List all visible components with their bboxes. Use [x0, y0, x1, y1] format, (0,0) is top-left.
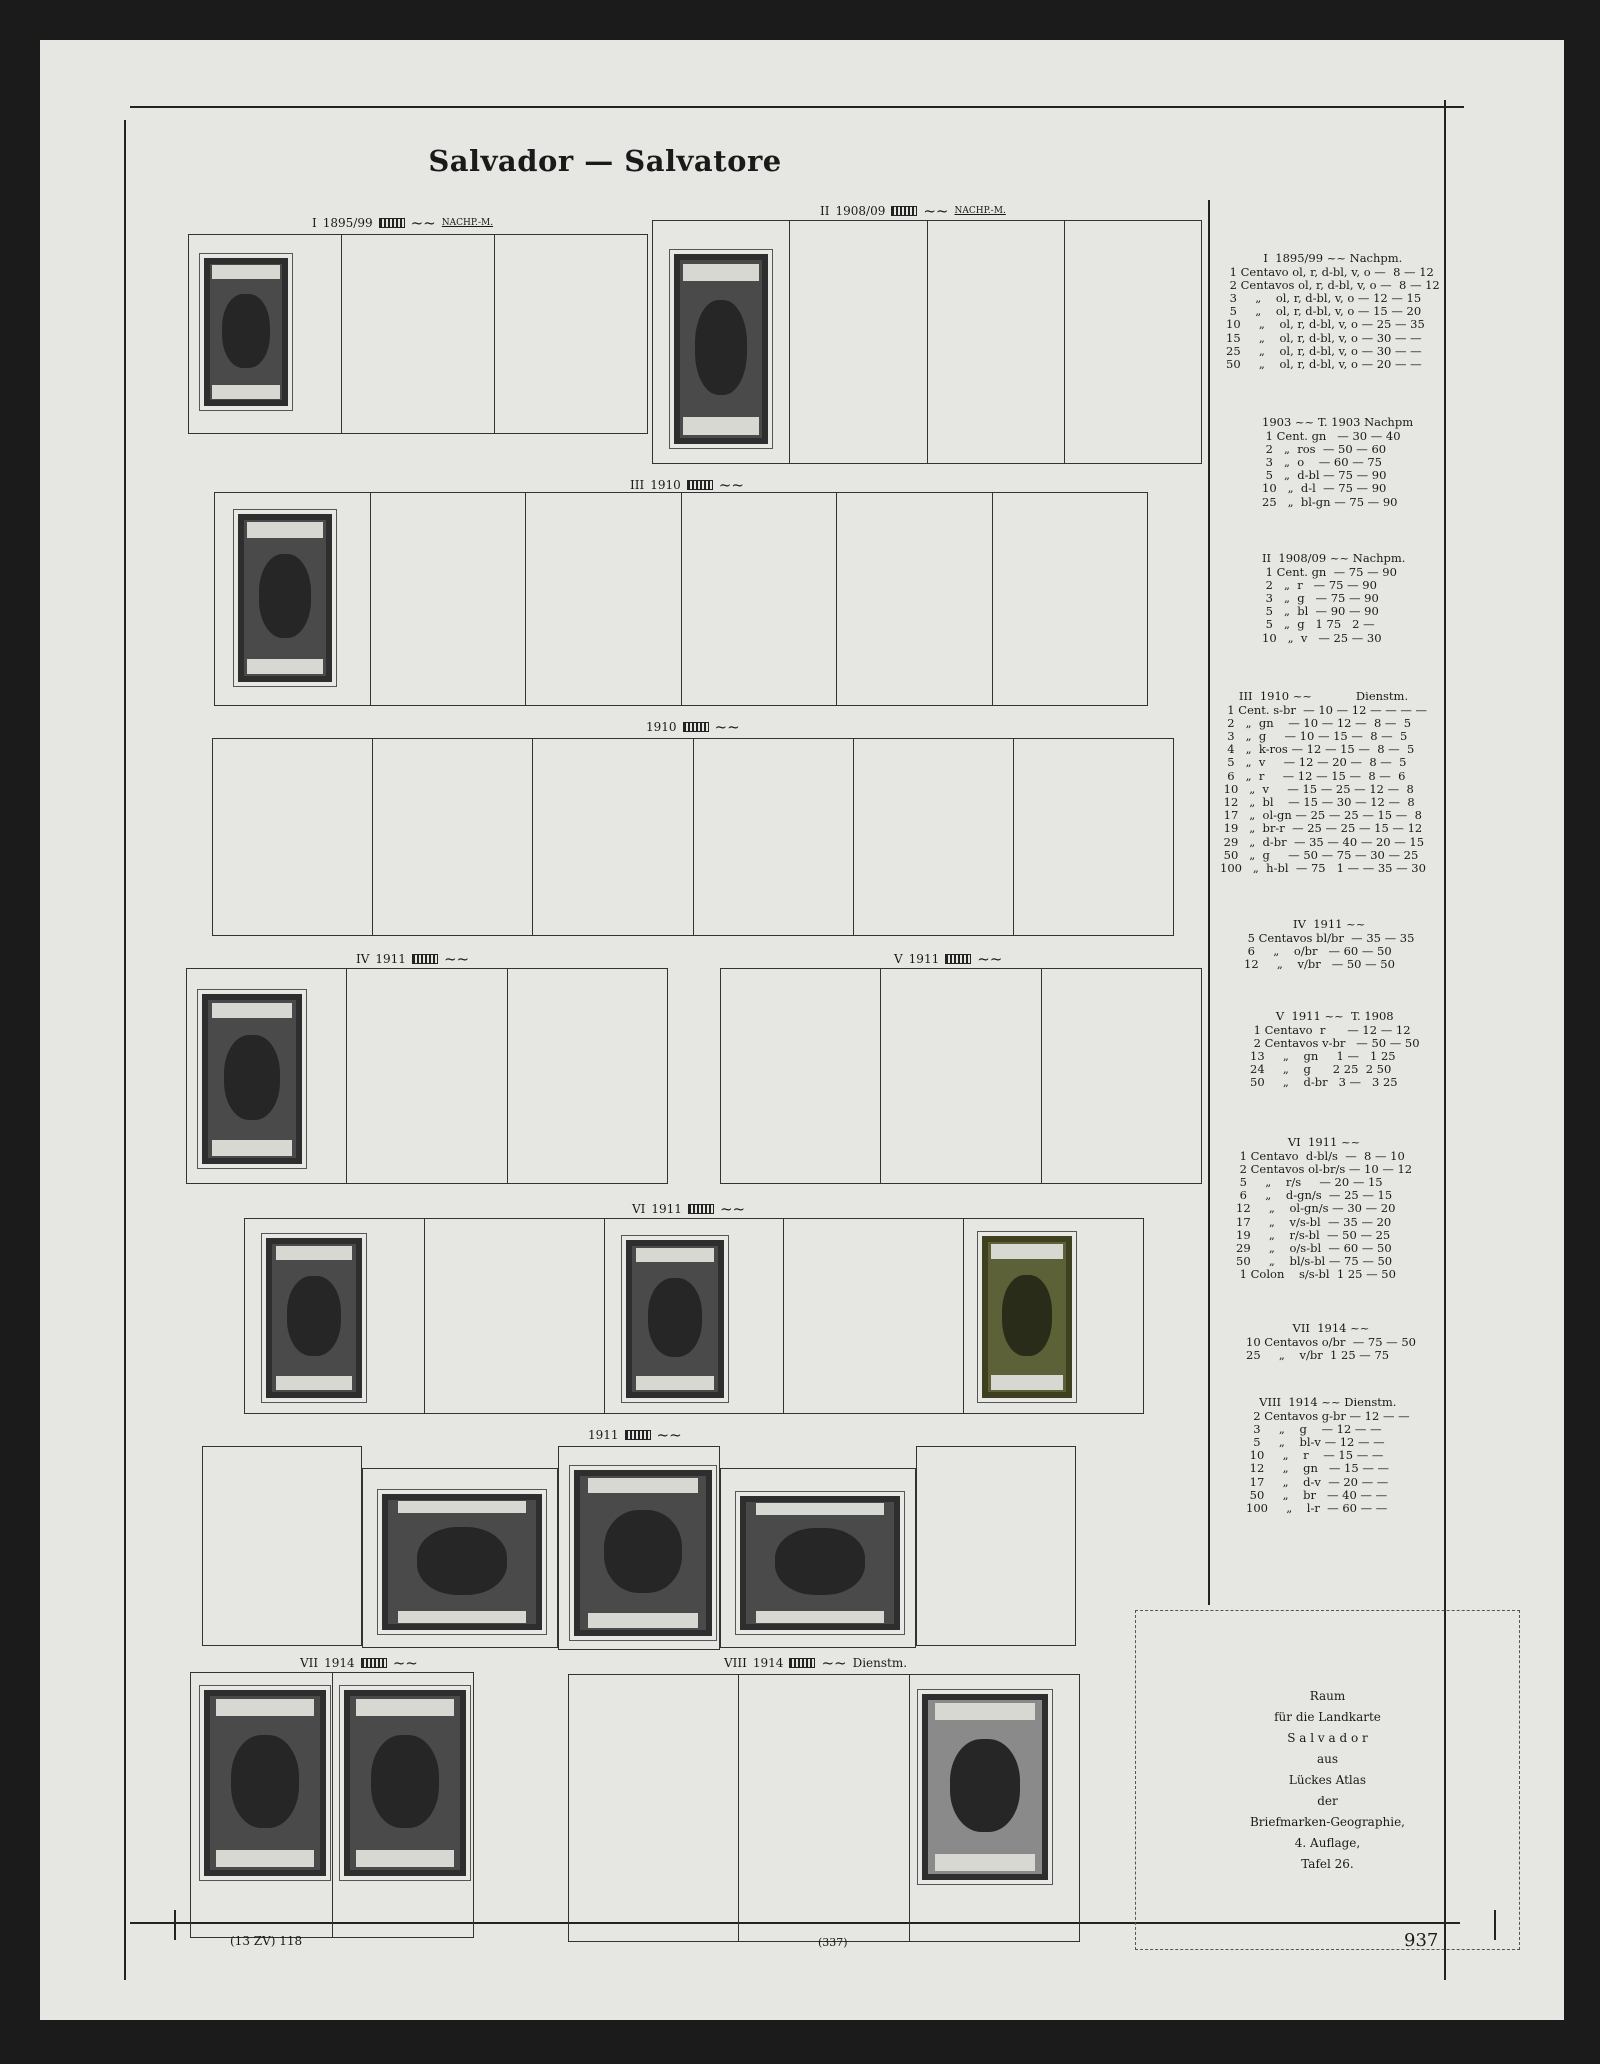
section-label: 1911 ~~ [588, 1426, 682, 1444]
wavy-watermark-icon: ~~ [977, 950, 1003, 968]
stamp-image[interactable] [378, 1490, 546, 1634]
stamp-slot[interactable] [993, 493, 1148, 705]
stamp-image[interactable] [570, 1466, 716, 1640]
section-label: I 1895/99 ~~ NACHP.-M. [312, 214, 494, 232]
perforation-icon [625, 1430, 651, 1440]
wavy-watermark-icon: ~~ [443, 950, 470, 968]
catalog-block: 1903 ~~ T. 1903 Nachpm 1 Cent. gn — 30 — 40 2 „ ros — 50 — 60 3 „ o — 60 — 75 5 „ d-bl — 75 — 90 10 „ d-l — 75 — 90 25 „ bl-gn — 75 — 90 [1262, 415, 1414, 509]
stamp-image[interactable] [198, 990, 306, 1168]
map-space-line: Lückes Atlas [1288, 1772, 1367, 1787]
map-space-line: S a l v a d o r [1287, 1730, 1368, 1745]
perforation-icon [412, 954, 438, 964]
stamp-slot[interactable] [495, 235, 647, 433]
perforation-icon [945, 954, 971, 964]
stamp-slot[interactable] [533, 739, 693, 935]
page-title: Salvador — Salvatore [428, 144, 782, 178]
map-space-line: Tafel 26. [1301, 1856, 1354, 1871]
section-label: V 1911 ~~ [894, 950, 1003, 968]
stamp-image[interactable] [670, 250, 772, 448]
perforation-icon [379, 218, 405, 228]
stamp-slot[interactable] [508, 969, 667, 1183]
perforation-icon [683, 722, 709, 732]
wavy-watermark-icon: ~~ [718, 476, 744, 494]
wavy-watermark-icon: ~~ [410, 214, 436, 232]
footer-center: (337) [818, 1936, 848, 1949]
stamp-slot[interactable] [569, 1675, 739, 1941]
section-label: IV 1911 ~~ [356, 950, 470, 968]
stamp-slot[interactable] [371, 493, 527, 705]
stamp-slot[interactable] [526, 493, 682, 705]
page-number: 937 [1404, 1930, 1439, 1951]
map-space-line: aus [1316, 1751, 1339, 1766]
footer-left: (13 ZV) 118 [230, 1934, 303, 1948]
stamp-slot[interactable] [837, 493, 993, 705]
stamp-slot[interactable] [1065, 221, 1201, 463]
stamp-row [212, 738, 1174, 936]
perforation-icon [891, 206, 917, 216]
left-rule [124, 120, 126, 1980]
perforation-icon [688, 1204, 714, 1214]
stamp-image[interactable] [736, 1492, 904, 1634]
section-label: 1910 ~~ [646, 718, 740, 736]
stamp-slot[interactable] [1042, 969, 1201, 1183]
stamp-image[interactable] [340, 1686, 470, 1880]
section-label: VII 1914 ~~ [300, 1654, 418, 1672]
section-label: VIII 1914 ~~ Dienstm. [724, 1654, 908, 1672]
stamp-slot[interactable] [694, 739, 854, 935]
map-space-line: der [1317, 1793, 1338, 1808]
stamp-image[interactable] [262, 1234, 366, 1402]
bottom-left-tick [174, 1910, 176, 1940]
stamp-slot[interactable] [881, 969, 1041, 1183]
map-space-line: Briefmarken-Geographie, [1249, 1814, 1405, 1829]
wavy-watermark-icon: ~~ [656, 1426, 682, 1444]
perforation-icon [361, 1658, 387, 1668]
stamp-slot[interactable] [425, 1219, 605, 1413]
stamp-slot[interactable] [739, 1675, 909, 1941]
map-space-line: Raum [1309, 1688, 1346, 1703]
stamp-slot[interactable] [1014, 739, 1173, 935]
perforation-icon [789, 1658, 815, 1668]
stamp-image[interactable] [978, 1232, 1076, 1402]
stamp-slot[interactable] [202, 1446, 362, 1646]
catalog-divider [1208, 200, 1210, 1605]
album-page [40, 40, 1564, 2020]
stamp-slot[interactable] [928, 221, 1065, 463]
catalog-block: VI 1911 ~~ 1 Centavo d-bl/s — 8 — 10 2 Centavos ol-br/s — 10 — 12 5 „ r/s — 20 — 15 6 „ d-gn/s — 25 — 15 12 „ ol-gn/s — 30 — 20 17 „ v/s-bl — 35 — 20 19 „ r/s-bl — 50 — 25 29 „ o/s-bl — 60 — 50 50 „ bl/s-bl — 75 — 50 1 Colon s/s-bl 1 25 — 50 [1236, 1135, 1413, 1282]
stamp-image[interactable] [918, 1690, 1052, 1884]
section-label: VI 1911 ~~ [632, 1200, 746, 1218]
stamp-image[interactable] [622, 1236, 728, 1402]
catalog-block: VII 1914 ~~ 10 Centavos o/br — 75 — 50 25 „ v/br 1 25 — 75 [1246, 1321, 1416, 1362]
perforation-icon [687, 480, 713, 490]
wavy-watermark-icon: ~~ [719, 1200, 746, 1218]
stamp-slot[interactable] [373, 739, 533, 935]
stamp-slot[interactable] [721, 969, 881, 1183]
stamp-slot[interactable] [790, 221, 927, 463]
catalog-block: II 1908/09 ~~ Nachpm. 1 Cent. gn — 75 — 90 2 „ r — 75 — 90 3 „ g — 75 — 90 5 „ bl — 90 — 90 5 „ g 1 75 2 — 10 „ v — 25 — 30 [1262, 551, 1406, 645]
stamp-row [214, 492, 1148, 706]
catalog-block: I 1895/99 ~~ Nachpm. 1 Centavo ol, r, d-bl, v, o — 8 — 12 2 Centavos ol, r, d-bl, v, o — 8 — 12 3 „ ol, r, d-bl, v, o — 12 — 15 5 „ ol, r, d-bl, v, o — 15 — 20 10 „ ol, r, d-bl, v, o — 25 — 35 15 „ ol, r, d-bl, v, o — 30 — — 25 „ ol, r, d-bl, v, o — 30 — — 50 „ ol, r, d-bl, v, o — 20 — — [1226, 251, 1440, 372]
wavy-watermark-icon: ~~ [714, 718, 740, 736]
stamp-slot[interactable] [916, 1446, 1076, 1646]
stamp-image[interactable] [200, 254, 292, 410]
map-space-line: 4. Auflage, [1294, 1835, 1361, 1850]
catalog-block: III 1910 ~~ Dienstm. 1 Cent. s-br — 10 — 12 — — — — 2 „ gn — 10 — 12 — 8 — 5 3 „ g — 10 — 15 — 8 — 5 4 „ k-ros — 12 — 15 — 8 — 5 5 „ v — 12 — 20 — 8 — 5 6 „ r — 12 — 15 — 8 — 6 10 „ v — 15 — 25 — 12 — 8 12 „ bl — 15 — 30 — 12 — 8 17 „ ol-gn — 25 — 25 — 15 — 8 19 „ br-r — 25 — 25 — 15 — 12 29 „ d-br — 35 — 40 — 20 — 15 50 „ g — 50 — 75 — 30 — 25 100 „ h-bl — 75 1 — — 35 — 30 [1220, 689, 1428, 876]
wavy-watermark-icon: ~~ [923, 202, 949, 220]
catalog-block: IV 1911 ~~ 5 Centavos bl/br — 35 — 35 6 „ o/br — 60 — 50 12 „ v/br — 50 — 50 [1244, 917, 1415, 972]
stamp-slot[interactable] [682, 493, 838, 705]
stamp-image[interactable] [200, 1686, 330, 1880]
catalog-block: VIII 1914 ~~ Dienstm. 2 Centavos g-br — 12 — — 3 „ g — 12 — — 5 „ bl-v — 12 — — 10 „ r — 15 — — 12 „ gn — 15 — — 17 „ d-v — 20 — — 50 „ br — 40 — — 100 „ l-r — 60 — — [1246, 1395, 1410, 1516]
stamp-slot[interactable] [784, 1219, 964, 1413]
map-space-line: für die Landkarte [1274, 1709, 1381, 1724]
wavy-watermark-icon: ~~ [821, 1654, 847, 1672]
stamp-row [720, 968, 1202, 1184]
stamp-image[interactable] [234, 510, 336, 686]
stamp-slot[interactable] [213, 739, 373, 935]
top-rule [130, 106, 1464, 108]
map-space-box [1135, 1610, 1520, 1950]
section-label: II 1908/09 ~~ NACHP.-M. [820, 202, 1006, 220]
stamp-slot[interactable] [347, 969, 507, 1183]
stamp-slot[interactable] [854, 739, 1014, 935]
wavy-watermark-icon: ~~ [392, 1654, 418, 1672]
stamp-slot[interactable] [342, 235, 495, 433]
section-label: III 1910 ~~ [630, 476, 744, 494]
catalog-block: V 1911 ~~ T. 1908 1 Centavo r — 12 — 12 2 Centavos v-br — 50 — 50 13 „ gn 1 — 1 25 24 „ g 2 25 2 50 50 „ d-br 3 — 3 25 [1250, 1009, 1420, 1090]
